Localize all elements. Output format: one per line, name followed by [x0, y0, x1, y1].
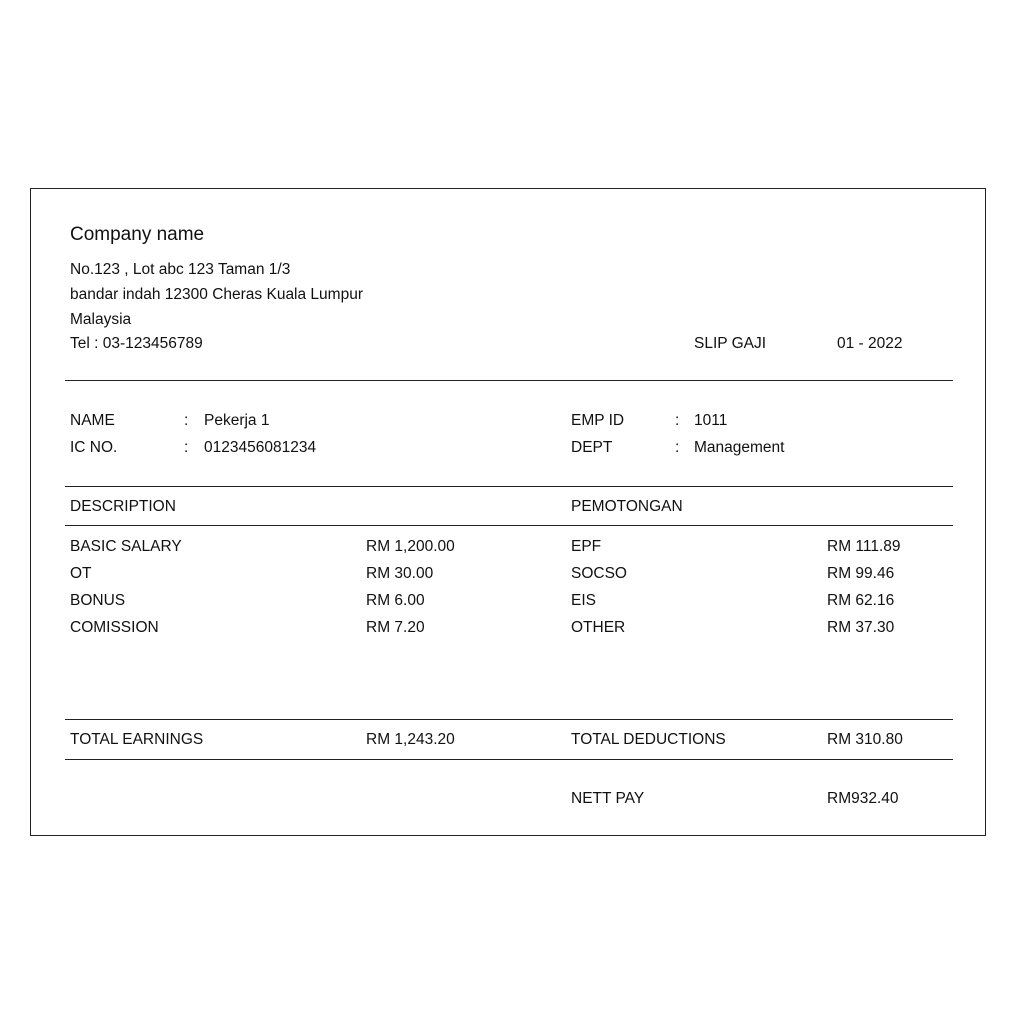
name-label: NAME [70, 412, 115, 429]
deductions-header: PEMOTONGAN [571, 498, 683, 515]
divider [65, 719, 953, 720]
company-address-line-2: bandar indah 12300 Cheras Kuala Lumpur [70, 286, 363, 303]
earnings-header: DESCRIPTION [70, 498, 176, 515]
name-colon: : [184, 412, 189, 429]
ic-colon: : [184, 439, 189, 456]
empid-colon: : [675, 412, 680, 429]
nett-pay-amount: RM932.40 [827, 790, 899, 807]
deduction-amount: RM 37.30 [827, 619, 895, 636]
earning-label: BASIC SALARY [70, 538, 182, 555]
slip-title: SLIP GAJI [694, 335, 767, 352]
dept-colon: : [675, 439, 680, 456]
name-value: Pekerja 1 [204, 412, 270, 429]
earning-amount: RM 30.00 [366, 565, 434, 582]
deduction-label: EIS [571, 592, 596, 609]
total-deductions-label: TOTAL DEDUCTIONS [571, 731, 726, 748]
company-address-line-3: Malaysia [70, 311, 132, 328]
divider [65, 380, 953, 381]
deduction-label: SOCSO [571, 565, 627, 582]
earning-amount: RM 6.00 [366, 592, 425, 609]
slip-period: 01 - 2022 [837, 335, 903, 352]
company-tel: Tel : 03-123456789 [70, 335, 203, 352]
company-address-line-1: No.123 , Lot abc 123 Taman 1/3 [70, 261, 291, 278]
company-name: Company name [70, 224, 205, 245]
total-deductions-amount: RM 310.80 [827, 731, 903, 748]
dept-label: DEPT [571, 439, 613, 456]
deduction-amount: RM 62.16 [827, 592, 895, 609]
empid-label: EMP ID [571, 412, 625, 429]
ic-value: 0123456081234 [204, 439, 317, 456]
deduction-label: OTHER [571, 619, 626, 636]
nett-pay-label: NETT PAY [571, 790, 645, 807]
deduction-amount: RM 99.46 [827, 565, 895, 582]
earning-amount: RM 7.20 [366, 619, 425, 636]
total-earnings-label: TOTAL EARNINGS [70, 731, 204, 748]
earning-label: OT [70, 565, 92, 582]
ic-label: IC NO. [70, 439, 118, 456]
earning-label: BONUS [70, 592, 126, 609]
total-earnings-amount: RM 1,243.20 [366, 731, 455, 748]
empid-value: 1011 [694, 412, 728, 429]
earning-amount: RM 1,200.00 [366, 538, 455, 555]
deduction-label: EPF [571, 538, 602, 555]
divider [65, 759, 953, 760]
dept-value: Management [694, 439, 785, 456]
divider [65, 486, 953, 487]
divider [65, 525, 953, 526]
payslip [30, 188, 986, 836]
earning-label: COMISSION [70, 619, 159, 636]
deduction-amount: RM 111.89 [827, 538, 901, 555]
